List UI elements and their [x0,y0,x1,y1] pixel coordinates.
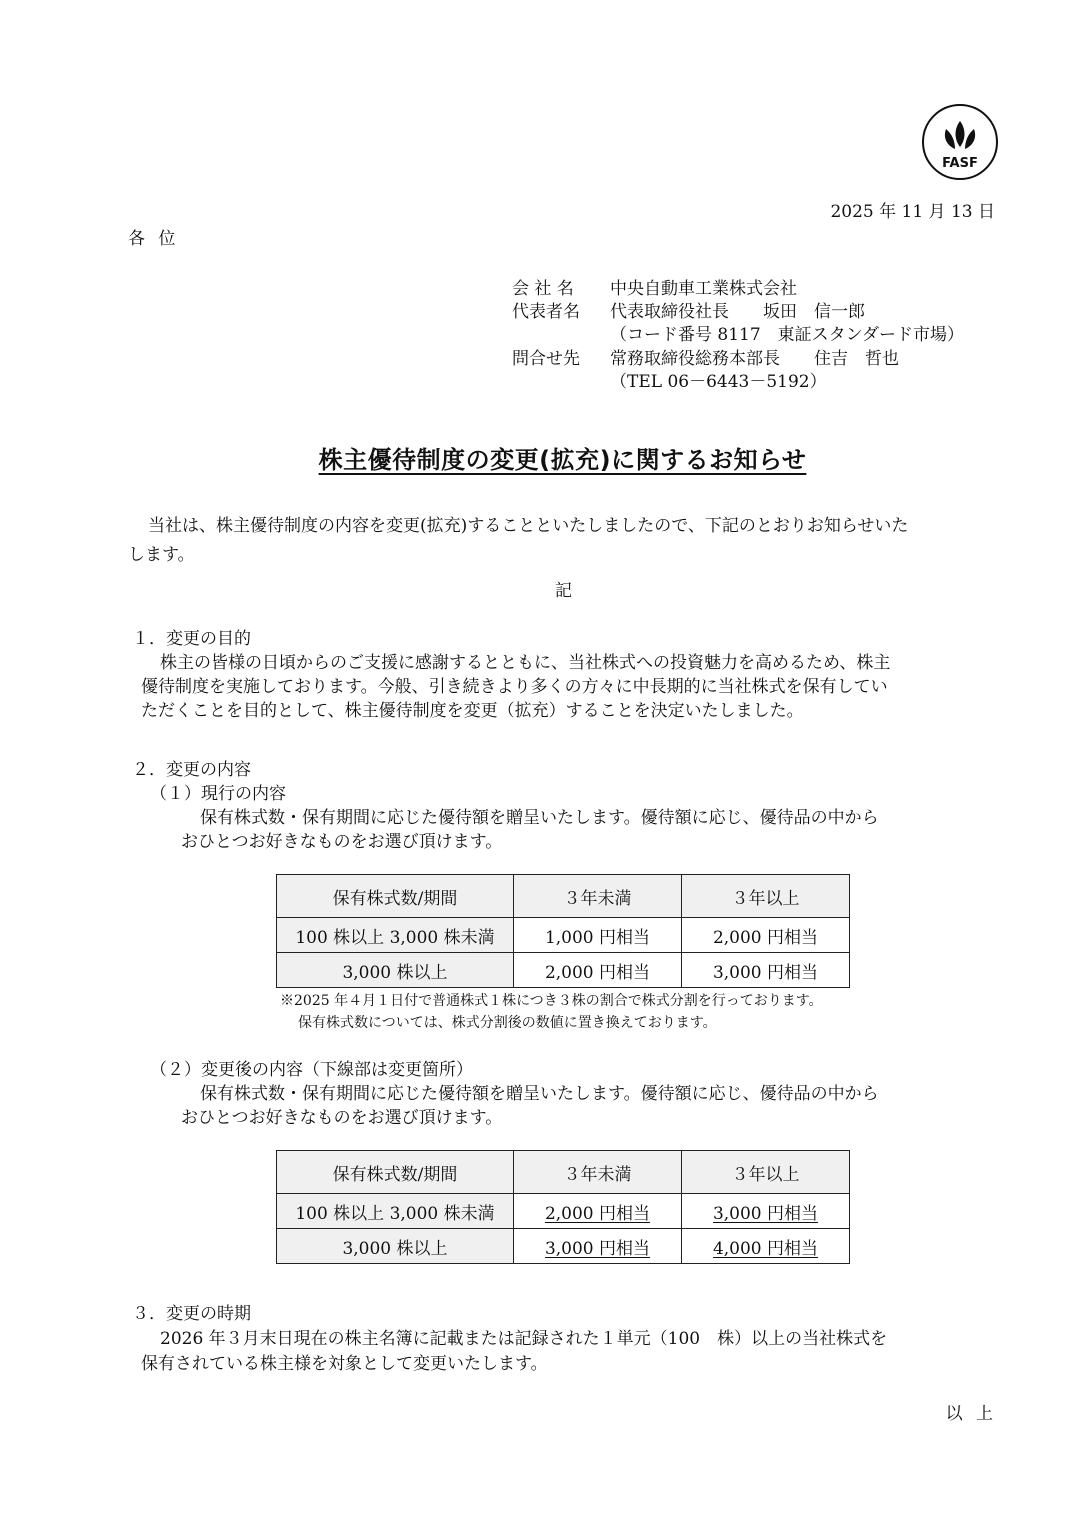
section-3-line-1: 2026 年３月末日現在の株主名簿に記載または記録された１単元（100 株）以上の当社株式を [160,1329,888,1349]
section-3-heading: ３．変更の時期 [132,1304,251,1324]
table-cell: 3,000 株以上 [277,1229,514,1264]
contact-label: 問合せ先 [512,349,580,369]
intro-line-1: 当社は、株主優待制度の内容を変更(拡充)することといたしましたので、下記のとおりお知らせいた [148,516,909,536]
table-header-row [277,1151,850,1194]
contact-tel: （TEL 06－6443－5192） [610,372,827,392]
table-cell: 100 株以上 3,000 株未満 [277,918,514,953]
section-1-line-1: 株主の皆様の日頃からのご支援に感謝するとともに、当社株式への投資魅力を高めるため、株主 [160,653,891,673]
document-title: 株主優待制度の変更(拡充)に関するお知らせ [318,446,807,474]
contact-row [512,344,899,369]
closing-mark: 以 上 [945,1404,997,1424]
table-cell: 3,000 株以上 [277,953,514,988]
revised-benefit-table [276,1150,850,1264]
section-2-heading: ２．変更の内容 [132,760,251,780]
table-note-1: ※2025 年４月１日付で普通株式１株につき３株の割合で株式分割を行っております。 [280,993,823,1009]
table-cell-changed [682,1194,850,1229]
section-1-heading: １．変更の目的 [132,629,251,649]
section-2-sub1-heading: （１）現行の内容 [150,784,286,804]
section-2-sub1-line-2: おひとつお好きなものをお選び頂けます。 [181,832,503,852]
table-header-cell: 保有株式数/期間 [277,875,514,918]
section-1-line-2: 優待制度を実施しております。今般、引き続きより多くの方々に中長期的に当社株式を保有してい [141,677,888,697]
company-name-label: 会 社 名 [512,279,574,299]
representative-name: 代表取締役社長 坂田 信一郎 [610,302,865,322]
table-cell: 3,000 円相当 [682,953,850,988]
table-row [277,1229,850,1264]
company-name-row [512,274,797,299]
intro-line-2: します。 [128,545,195,565]
table-cell-changed [514,1229,682,1264]
changed-value: 3,000 円相当 [544,1238,651,1259]
table-row [277,918,850,953]
section-3-line-2: 保有されている株主様を対象として変更いたします。 [141,1354,548,1374]
section-2-sub2-line-1: 保有株式数・保有期間に応じた優待額を贈呈いたします。優待額に応じ、優待品の中から [200,1084,879,1104]
table-cell: 100 株以上 3,000 株未満 [277,1194,514,1229]
table-header-cell: ３年未満 [514,875,682,918]
table-header-cell: ３年以上 [682,875,850,918]
fasf-logo-text: FASF [942,156,978,171]
section-1-line-3: ただくことを目的として、株主優待制度を変更（拡充）することを決定いたしました。 [141,701,804,721]
table-note-2: 保有株式数については、株式分割後の数値に置き換えております。 [298,1015,717,1031]
addressee: 各 位 [128,229,180,249]
table-row [277,953,850,988]
changed-value: 3,000 円相当 [712,1203,819,1224]
contact-person: 常務取締役総務本部長 住吉 哲也 [610,349,899,369]
issue-date: 2025 年 11 月 13 日 [830,202,995,222]
current-benefit-table [276,874,850,988]
table-row [277,1194,850,1229]
table-cell-changed [514,1194,682,1229]
representative-label: 代表者名 [512,302,580,322]
table-cell: 2,000 円相当 [514,953,682,988]
changed-value: 2,000 円相当 [544,1203,651,1224]
ki-marker: 記 [555,581,572,601]
table-cell: 1,000 円相当 [514,918,682,953]
section-2-sub2-line-2: おひとつお好きなものをお選び頂けます。 [181,1108,503,1128]
changed-value: 4,000 円相当 [712,1238,819,1259]
section-2-sub2-heading: （２）変更後の内容（下線部は変更箇所） [150,1060,473,1080]
table-header-cell: ３年未満 [514,1151,682,1194]
company-name: 中央自動車工業株式会社 [610,279,797,299]
table-header-cell: 保有株式数/期間 [277,1151,514,1194]
table-cell: 2,000 円相当 [682,918,850,953]
table-header-row [277,875,850,918]
representative-row [512,297,865,322]
table-header-cell: ３年以上 [682,1151,850,1194]
stock-code: （コード番号 8117 東証スタンダード市場） [610,325,964,345]
section-2-sub1-line-1: 保有株式数・保有期間に応じた優待額を贈呈いたします。優待額に応じ、優待品の中から [200,808,879,828]
table-cell-changed [682,1229,850,1264]
fasf-seal-logo [921,103,999,181]
